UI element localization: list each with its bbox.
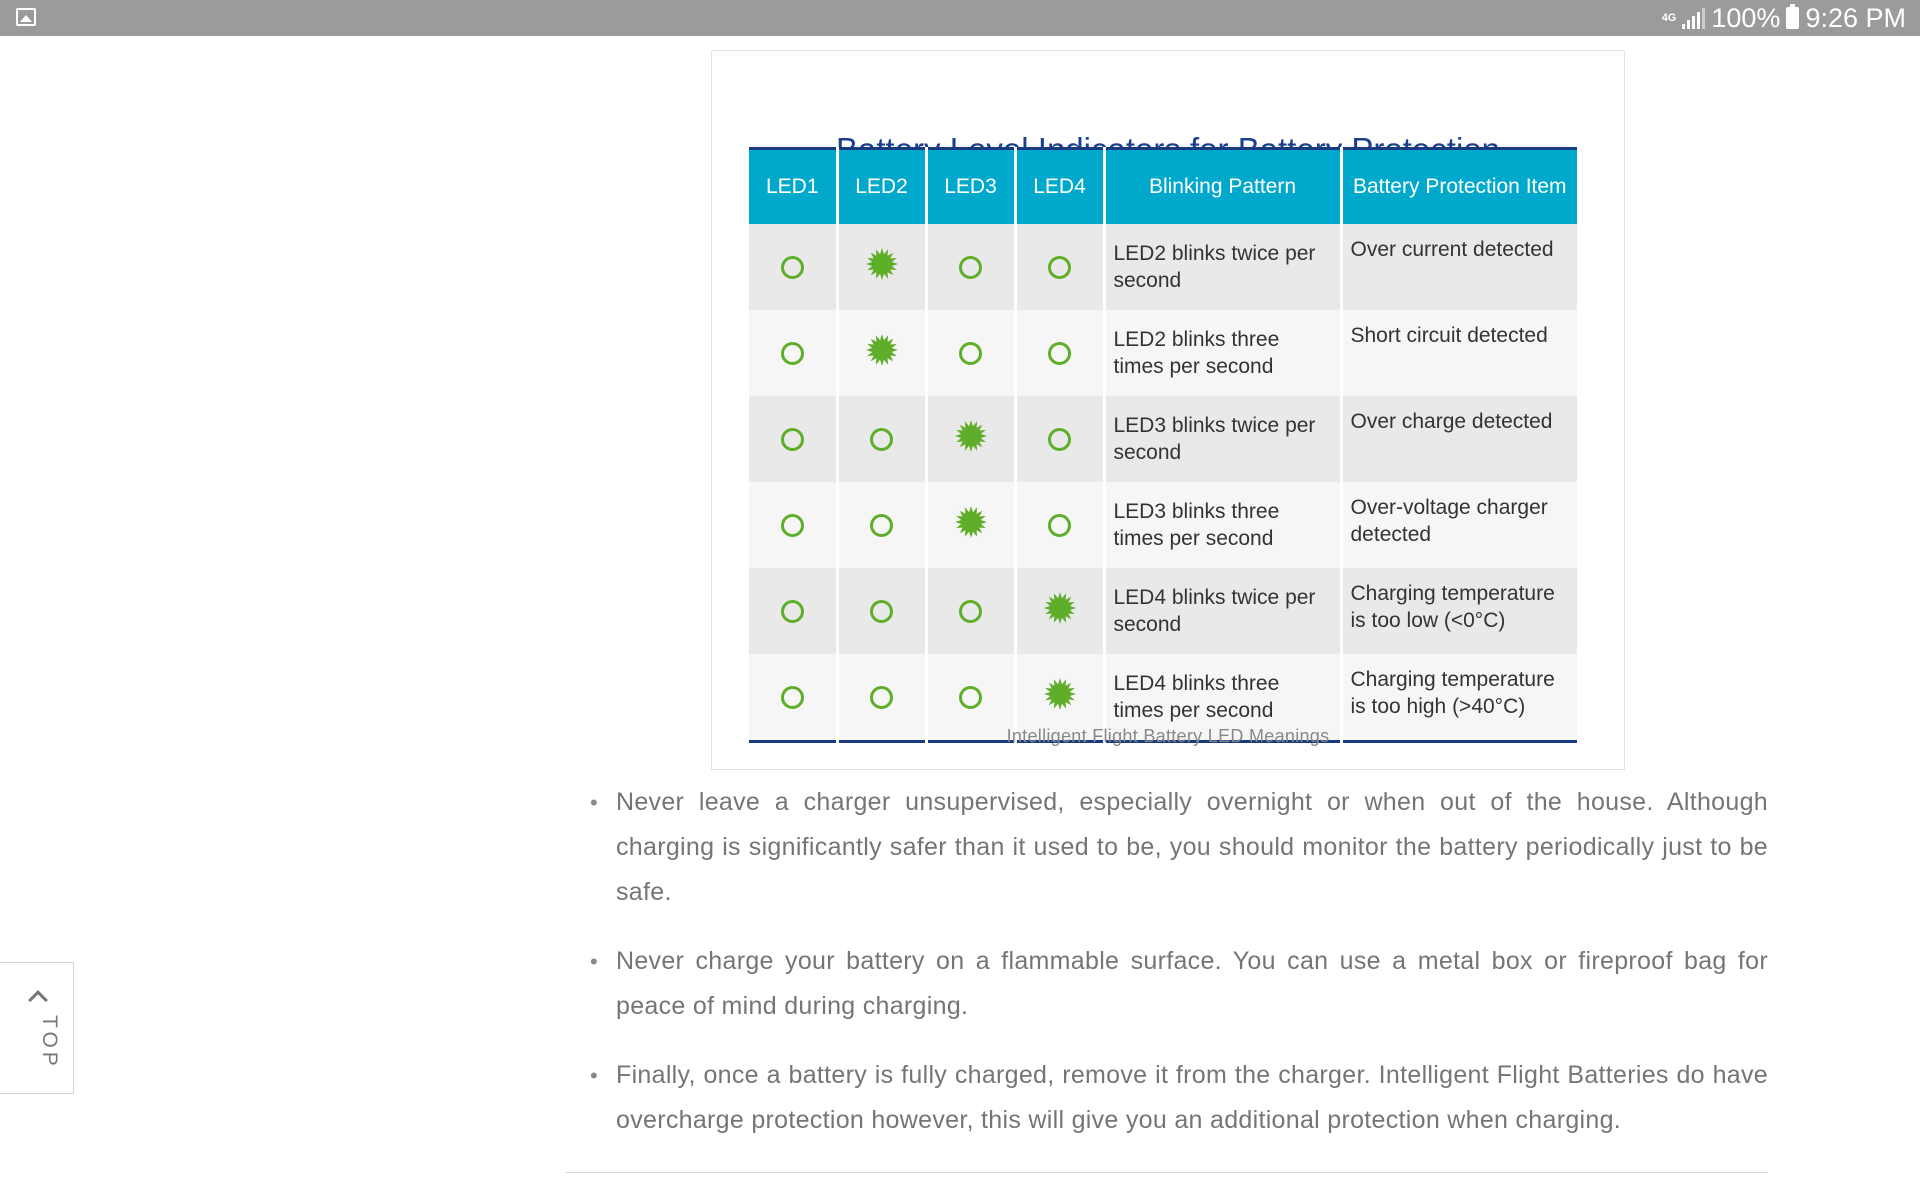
led-blinking-icon (954, 419, 988, 459)
header-led3: LED3 (926, 149, 1015, 225)
led3-cell (926, 482, 1015, 568)
status-bar (0, 0, 1920, 36)
led-off-icon (1048, 514, 1071, 537)
table-row (749, 310, 1577, 396)
status-bar-right (1662, 0, 1906, 36)
led3-cell (926, 224, 1015, 310)
battery-icon (1786, 7, 1799, 29)
led3-cell (926, 396, 1015, 482)
led1-cell (749, 224, 837, 310)
battery-percent: 100% (1711, 2, 1781, 33)
led1-cell (749, 482, 837, 568)
figure-card (711, 50, 1625, 770)
list-item: • Never leave a charger unsupervised, especially overnight or when out of the house. Although charging is significantly safer than it used to be, you should monitor the battery periodically just to be safe. (590, 780, 1768, 915)
protection-item-cell: Charging temperature is too low (<0°C) (1341, 568, 1577, 654)
led-off-icon (781, 256, 804, 279)
led-blinking-icon (954, 505, 988, 545)
list-item: • Never charge your battery on a flammable surface. You can use a metal box or fireproof bag for peace of mind during charging. (590, 939, 1768, 1029)
led3-cell (926, 568, 1015, 654)
led2-cell (837, 482, 926, 568)
tips-list (590, 780, 1768, 1167)
led2-cell (837, 568, 926, 654)
led-blinking-icon (865, 333, 899, 373)
table-row (749, 482, 1577, 568)
led2-cell (837, 224, 926, 310)
led-off-icon (870, 600, 893, 623)
protection-item-cell: Over charge detected (1341, 396, 1577, 482)
led4-cell (1015, 396, 1104, 482)
led-off-icon (781, 342, 804, 365)
list-item: • Finally, once a battery is fully charged, remove it from the charger. Intelligent Flight Batteries do have overcharge protection however, this will give you an additional protection when charging. (590, 1053, 1768, 1143)
led-off-icon (1048, 428, 1071, 451)
led-blinking-icon (1043, 591, 1077, 631)
led-off-icon (870, 428, 893, 451)
led-off-icon (781, 600, 804, 623)
blinking-pattern-cell: LED4 blinks twice per second (1104, 568, 1341, 654)
led2-cell (837, 396, 926, 482)
table-row (749, 568, 1577, 654)
led-off-icon (1048, 256, 1071, 279)
blinking-pattern-cell: LED3 blinks three times per second (1104, 482, 1341, 568)
led4-cell (1015, 224, 1104, 310)
blinking-pattern-cell: LED2 blinks twice per second (1104, 224, 1341, 310)
network-type: 4G (1661, 12, 1677, 24)
table-row (749, 224, 1577, 310)
chevron-up-icon (28, 990, 48, 1010)
scroll-top-button[interactable] (0, 962, 74, 1094)
scroll-top-label: TOP (38, 1015, 61, 1070)
led-off-icon (781, 686, 804, 709)
blinking-pattern-cell: LED2 blinks three times per second (1104, 310, 1341, 396)
header-led4: LED4 (1015, 149, 1104, 225)
header-blinking-pattern: Blinking Pattern (1104, 149, 1341, 225)
led-off-icon (781, 514, 804, 537)
led1-cell (749, 568, 837, 654)
led4-cell (1015, 568, 1104, 654)
led1-cell (749, 396, 837, 482)
led4-cell (1015, 482, 1104, 568)
clock: 9:26 PM (1805, 2, 1906, 33)
led-off-icon (1048, 342, 1071, 365)
protection-item-cell: Charging temperature is too high (>40°C) (1341, 654, 1577, 742)
led4-cell (1015, 310, 1104, 396)
led1-cell (749, 310, 837, 396)
protection-item-cell: Short circuit detected (1341, 310, 1577, 396)
table-row (749, 396, 1577, 482)
signal-icon (1682, 7, 1705, 29)
led3-cell (926, 310, 1015, 396)
divider (566, 1172, 1768, 1173)
led-table-body (749, 224, 1577, 742)
protection-item-cell: Over current detected (1341, 224, 1577, 310)
led-table (749, 147, 1577, 743)
led2-cell (837, 310, 926, 396)
gallery-icon (16, 8, 36, 26)
led-blinking-icon (865, 247, 899, 287)
led-off-icon (870, 514, 893, 537)
blinking-pattern-cell: LED3 blinks twice per second (1104, 396, 1341, 482)
led-off-icon (870, 686, 893, 709)
blinking-pattern-cell: LED4 blinks three times per second (1104, 654, 1341, 742)
led-off-icon (959, 686, 982, 709)
led-off-icon (959, 342, 982, 365)
protection-item-cell: Over-voltage charger detected (1341, 482, 1577, 568)
header-led1: LED1 (749, 149, 837, 225)
led-blinking-icon (1043, 677, 1077, 717)
led-table-header-row (749, 149, 1577, 225)
header-led2: LED2 (837, 149, 926, 225)
led-off-icon (959, 256, 982, 279)
header-protection-item: Battery Protection Item (1341, 149, 1577, 225)
led-off-icon (959, 600, 982, 623)
led-off-icon (781, 428, 804, 451)
figure-caption: Intelligent Flight Battery LED Meanings (1006, 726, 1330, 746)
